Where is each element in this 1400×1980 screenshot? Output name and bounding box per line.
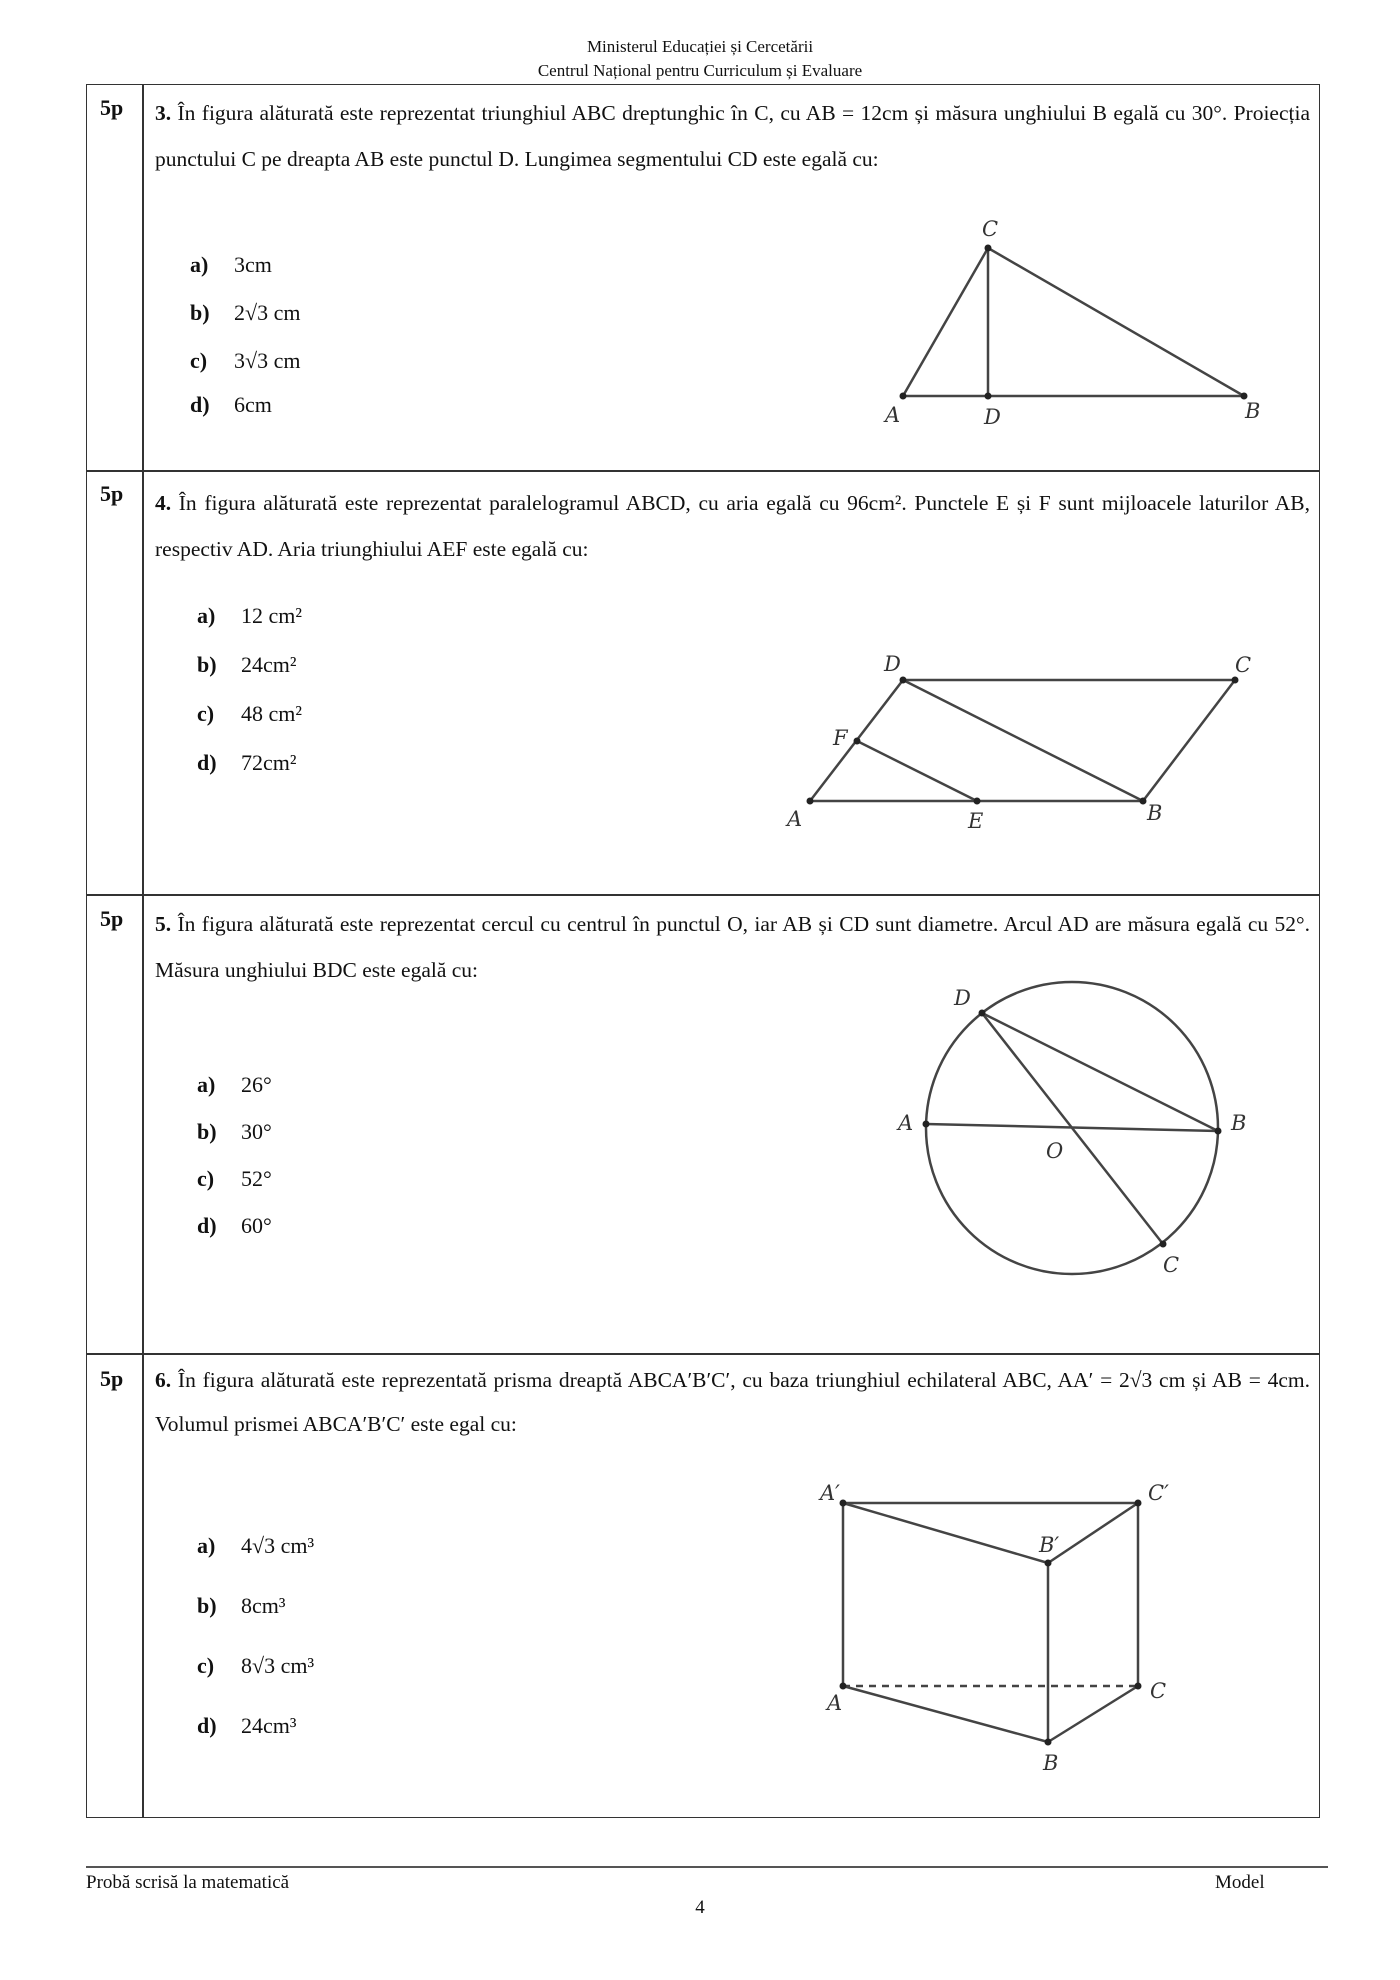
- label-a-prime: A′: [820, 1481, 840, 1505]
- label-b: B: [1245, 399, 1261, 423]
- question-5-option-c[interactable]: c) 52°: [197, 1166, 272, 1191]
- label-c: C: [982, 217, 999, 241]
- question-5-statement: În figura alăturată este reprezentat cercul cu centrul în punctul O, iar AB și CD sunt diametre. Arcul AD are măsura egală cu 52°. Măsura unghiului BDC este egală cu:: [155, 912, 1311, 982]
- edge-ab: [843, 1686, 1048, 1742]
- question-3-statement: În figura alăturată este reprezentat triunghiul ABC dreptunghic în C, cu AB = 12cm și măsura unghiului B egală cu 30°. Proiecția punctului C pe dreapta AB este punctul D. Lungimea segmentului CD este egală cu:: [155, 101, 1310, 171]
- exam-type: Model: [1215, 1872, 1265, 1893]
- question-3-points: 5p: [100, 95, 124, 120]
- question-6-option-b[interactable]: b) 8cm³: [197, 1593, 286, 1618]
- question-6-option-d[interactable]: d) 24cm³: [197, 1713, 297, 1738]
- question-4-option-c[interactable]: c) 48 cm²: [197, 701, 302, 726]
- label-b-prime: B′: [1039, 1533, 1060, 1557]
- question-4-text: 4. În figura alăturată este reprezentat paralelogramul ABCD, cu aria egală cu 96cm². Punctele E și F sunt mijloacele laturilor AB, respectiv AD. Aria triunghiului AEF este egală cu:: [155, 491, 1310, 561]
- question-3-text: 3. În figura alăturată este reprezentat triunghiul ABC dreptunghic în C, cu AB = 12cm și măsura unghiului B egală cu 30°. Proiecția punctului C pe dreapta AB este punctul D. Lungimea segmentului CD este egală cu:: [155, 101, 1310, 171]
- question-4-option-b[interactable]: b) 24cm²: [197, 652, 297, 677]
- ministry-name: Ministerul Educației și Cercetării: [586, 37, 814, 56]
- question-6-points: 5p: [100, 1366, 124, 1391]
- question-4-points: 5p: [100, 481, 124, 506]
- question-6-option-a[interactable]: a) 4√3 cm³: [197, 1533, 315, 1558]
- label-c: C: [1150, 1679, 1167, 1703]
- question-5-option-b[interactable]: b) 30°: [197, 1119, 272, 1144]
- page-number: 4: [695, 1897, 705, 1918]
- label-d: D: [954, 986, 971, 1010]
- edge-bc: [1048, 1686, 1138, 1742]
- question-4-statement: În figura alăturată este reprezentat paralelogramul ABCD, cu aria egală cu 96cm². Punctele E și F sunt mijloacele laturilor AB, respectiv AD. Aria triunghiului AEF este egală cu:: [155, 491, 1310, 561]
- question-3-option-c[interactable]: c) 3√3 cm: [190, 348, 301, 373]
- edge-b1c1: [1048, 1503, 1138, 1563]
- question-6-statement: În figura alăturată este reprezentată prisma dreaptă ABCA′B′C′, cu baza triunghiul echilateral ABC, AA′ = 2√3 cm și AB = 4cm. Volumul prismei ABCA′B′C′ este egal cu:: [155, 1368, 1311, 1436]
- label-a: A: [787, 807, 803, 831]
- label-a: A: [898, 1111, 914, 1135]
- edge-a1b1: [843, 1503, 1048, 1563]
- question-5-option-d[interactable]: d) 60°: [197, 1213, 272, 1238]
- label-b: B: [1043, 1751, 1059, 1775]
- label-o: O: [1046, 1139, 1064, 1163]
- label-c: C: [1163, 1253, 1180, 1277]
- question-3-option-b[interactable]: b) 2√3 cm: [190, 300, 301, 325]
- question-6-option-c[interactable]: c) 8√3 cm³: [197, 1653, 315, 1678]
- question-3-option-a[interactable]: a) 3cm: [190, 252, 272, 277]
- label-e: E: [968, 809, 984, 833]
- question-3-option-d[interactable]: d) 6cm: [190, 392, 272, 417]
- footer-divider: [86, 1866, 1328, 1868]
- question-6-text: 6. În figura alăturată este reprezentată prisma dreaptă ABCA′B′C′, cu baza triunghiul echilateral ABC, AA′ = 2√3 cm și AB = 4cm. Volumul prismei ABCA′B′C′ este egal cu:: [155, 1368, 1311, 1436]
- center-name: Centrul Național pentru Curriculum și Evaluare: [537, 61, 863, 80]
- question-5-option-a[interactable]: a) 26°: [197, 1072, 272, 1097]
- label-a: A: [885, 403, 901, 427]
- label-c-prime: C′: [1148, 1481, 1169, 1505]
- label-c: C: [1235, 653, 1252, 677]
- label-d: D: [884, 652, 901, 676]
- label-f: F: [833, 726, 848, 750]
- question-4-option-d[interactable]: d) 72cm²: [197, 750, 297, 775]
- question-5-points: 5p: [100, 906, 124, 931]
- question-4-option-a[interactable]: a) 12 cm²: [197, 603, 302, 628]
- question-5-text: 5. În figura alăturată este reprezentat cercul cu centrul în punctul O, iar AB și CD sunt diametre. Arcul AD are măsura egală cu 52°. Măsura unghiului BDC este egală cu:: [155, 912, 1311, 982]
- label-b: B: [1231, 1111, 1247, 1135]
- label-d: D: [984, 405, 1001, 429]
- label-b: B: [1147, 801, 1163, 825]
- label-a: A: [827, 1691, 843, 1715]
- exam-title: Probă scrisă la matematică: [86, 1872, 290, 1893]
